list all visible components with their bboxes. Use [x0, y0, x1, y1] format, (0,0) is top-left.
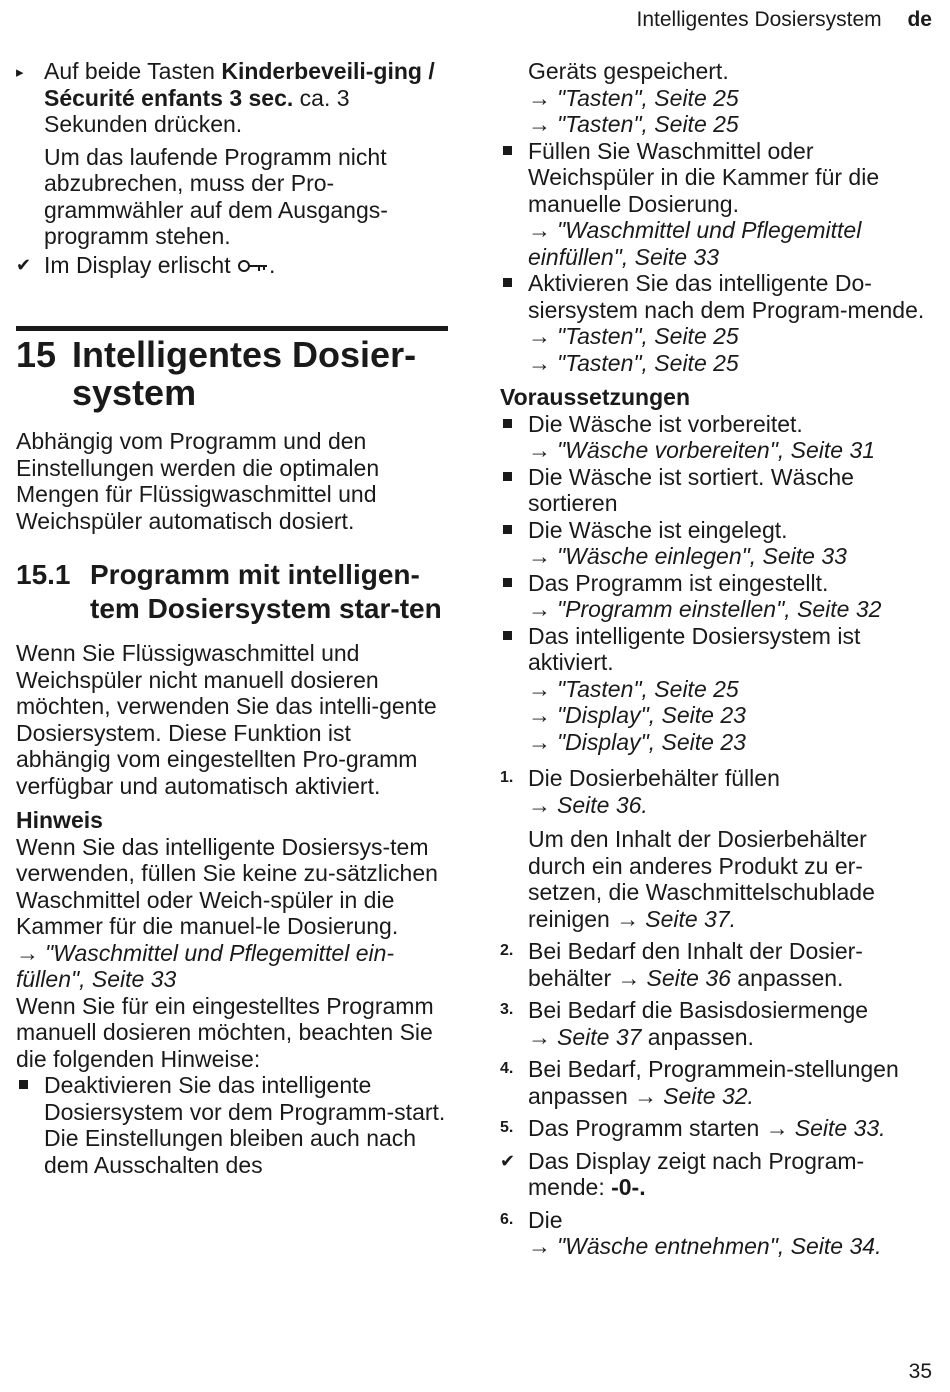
arrow-right-icon: →	[528, 111, 551, 137]
requirement-text: Die Wäsche ist eingelegt.	[528, 516, 788, 543]
result-text: Im Display erlischt	[44, 251, 231, 278]
hint-reference-link[interactable]	[16, 940, 448, 993]
step-note: Um das laufende Programm nicht abzubrechen, muss der Pro-grammwähler auf dem Ausgangs-programm stehen.	[44, 143, 388, 249]
arrow-right-icon: →	[528, 543, 551, 569]
check-icon: ✔	[16, 254, 32, 275]
square-bullet-icon	[503, 578, 512, 587]
reference-text: "Waschmittel und Pflegemittel einfüllen", Seite 33	[528, 217, 862, 270]
reference-text: "Tasten", Seite 25	[557, 111, 739, 137]
step-number: 2.	[500, 942, 514, 959]
header-section-title: Intelligentes Dosiersystem	[636, 8, 882, 31]
step-number: 6.	[500, 1210, 514, 1228]
reference-text: Seite 36	[646, 964, 731, 991]
hint-title: Hinweis	[16, 807, 103, 833]
step-note	[528, 826, 930, 932]
step-5	[500, 1115, 930, 1142]
step-number: 1.	[500, 769, 514, 786]
step-child-lock	[16, 58, 448, 138]
check-icon: ✔	[500, 1150, 516, 1171]
square-bullet-icon	[503, 419, 512, 428]
page-number: 35	[908, 1360, 932, 1383]
reference-link[interactable]	[528, 702, 930, 729]
reference-link[interactable]	[528, 437, 930, 464]
arrow-right-icon: →	[634, 1082, 658, 1109]
section-title: Intelligentes Dosier-system	[72, 334, 417, 413]
requirement-text: Die Wäsche ist sortiert. Wäsche sortieren	[528, 463, 854, 516]
header-lang: de	[907, 8, 932, 31]
right-column	[500, 58, 930, 1260]
body-paragraph: Wenn Sie Flüssigwaschmittel und Weichspüler nicht manuell dosieren möchten, verwenden Sie das intelli-gente Dosiersystem. Diese Funktion ist abhängig vom eingestellten Pro-gramm verfügbar und automatisch aktiviert.	[16, 640, 437, 799]
reference-text: "Wäsche entnehmen", Seite 34.	[557, 1233, 882, 1259]
arrow-right-icon: →	[528, 437, 551, 463]
step-3	[500, 997, 930, 1050]
step-text: Bei Bedarf, Programmein-stellungen anpassen	[528, 1056, 899, 1109]
requirement-item	[500, 464, 930, 517]
reference-link[interactable]	[528, 543, 930, 570]
subsection-heading	[16, 558, 448, 626]
arrow-right-icon: →	[617, 964, 641, 991]
triangle-bullet-icon: ▸	[16, 64, 24, 81]
requirements-list	[500, 411, 930, 756]
reference-link[interactable]	[528, 729, 930, 756]
step-2	[500, 938, 930, 991]
step-note-text: Um den Inhalt der Dosierbehälter durch ein anderes Produkt zu er-setzen, die Waschmittelschublade reinigen	[528, 826, 875, 932]
manual-dosing-text: Wenn Sie für ein eingestelltes Programm manuell dosieren möchten, beachten Sie die folgenden Hinweise:	[16, 992, 434, 1072]
arrow-right-icon: →	[528, 84, 551, 111]
reference-text: Seite 37.	[645, 905, 737, 932]
arrow-right-icon: →	[528, 675, 551, 702]
requirement-item	[500, 623, 930, 756]
step-text-end: ca. 3 Sekunden drücken.	[44, 84, 350, 137]
hint-text: Wenn Sie das intelligente Dosiersys-tem verwenden, füllen Sie keine zu-sätzlichen Waschmittel oder Weich-spüler in die Kammer für die manuel-le Dosierung.	[16, 833, 438, 939]
reference-text: Seite 37	[557, 1023, 642, 1050]
step-result	[500, 1148, 930, 1201]
reference-link[interactable]	[528, 323, 930, 350]
step-text: Die	[528, 1206, 563, 1233]
step-number: 4.	[500, 1060, 514, 1077]
running-header	[637, 8, 932, 32]
arrow-right-icon: →	[616, 905, 640, 932]
key-icon	[237, 259, 269, 273]
reference-link[interactable]	[528, 350, 930, 377]
arrow-right-icon: →	[528, 1233, 551, 1259]
list-item	[16, 1072, 448, 1178]
reference-link[interactable]	[528, 792, 930, 819]
reference-text: Seite 36.	[557, 791, 648, 818]
reference-link[interactable]	[616, 906, 736, 932]
subsection-number: 15.1	[16, 559, 71, 590]
list-item-text: Füllen Sie Waschmittel oder Weichspüler in die Kammer für die manuelle Dosierung.	[528, 137, 880, 217]
arrow-right-icon: →	[528, 702, 551, 728]
step-text: Die Dosierbehälter füllen	[528, 765, 780, 791]
requirement-item	[500, 570, 930, 623]
reference-text: "Tasten", Seite 25	[557, 349, 739, 376]
reference-link[interactable]	[528, 85, 930, 112]
reference-link[interactable]	[528, 1233, 930, 1260]
reference-text: "Display", Seite 23	[557, 728, 746, 755]
requirement-item	[500, 517, 930, 570]
reference-link[interactable]	[634, 1083, 754, 1109]
step-text: Auf beide Tasten	[44, 58, 222, 84]
arrow-right-icon: →	[528, 349, 551, 376]
left-column	[16, 58, 448, 278]
step-text: Das Programm starten	[528, 1115, 760, 1141]
reference-text: "Wäsche einlegen", Seite 33	[557, 543, 847, 569]
arrow-right-icon: →	[528, 1023, 551, 1050]
list-item-text: Deaktivieren Sie das intelligente Dosiersystem vor dem Programm-start. Die Einstellungen bleiben auch nach dem Ausschalten des	[44, 1072, 446, 1178]
arrow-right-icon: →	[765, 1115, 789, 1141]
requirement-text: Das Programm ist eingestellt.	[528, 569, 829, 596]
list-item	[500, 270, 930, 376]
h1-rule	[16, 326, 448, 331]
reference-text: "Programm einstellen", Seite 32	[557, 596, 882, 622]
reference-text: "Tasten", Seite 25	[557, 675, 739, 702]
reference-link[interactable]	[528, 676, 930, 703]
reference-text: "Waschmittel und Pflegemittel ein-füllen", Seite 33	[16, 939, 395, 992]
arrow-right-icon: →	[16, 939, 39, 966]
intro-paragraph: Abhängig vom Programm und den Einstellungen werden die optimalen Mengen für Flüssigwaschmittel und Weichspüler automatisch dosiert.	[16, 428, 380, 534]
step-bold-text: Kinderbeveili-ging / Sécurité enfants 3 sec.	[44, 58, 435, 111]
continued-text	[500, 58, 930, 138]
section-number: 15	[16, 334, 57, 375]
left-body	[16, 428, 448, 1178]
arrow-right-icon: →	[528, 323, 551, 349]
reference-text: "Tasten", Seite 25	[557, 323, 739, 349]
step-4	[500, 1056, 930, 1109]
reference-link[interactable]	[618, 965, 731, 991]
step-number: 3.	[500, 1001, 514, 1018]
step-number: 5.	[500, 1119, 514, 1136]
list-item-text: Aktivieren Sie das intelligente Do-siersystem nach dem Program-mende.	[528, 270, 925, 323]
square-bullet-icon	[503, 278, 512, 287]
result-value: -0-.	[611, 1174, 646, 1200]
requirement-text: Das intelligente Dosiersystem ist aktiviert.	[528, 622, 861, 675]
step-text: Bei Bedarf die Basisdosiermenge	[528, 997, 869, 1023]
requirement-item	[500, 411, 930, 464]
result-text: Das Display zeigt nach Program-mende:	[528, 1147, 865, 1200]
step-text-end: anpassen.	[641, 1023, 754, 1050]
reference-text: Seite 33.	[794, 1115, 886, 1141]
step-text: Bei Bedarf den Inhalt der Dosier-behälter	[528, 938, 863, 991]
reference-link[interactable]	[528, 111, 930, 138]
requirements-title: Voraussetzungen	[500, 384, 690, 410]
arrow-right-icon: →	[528, 217, 551, 243]
reference-text: "Display", Seite 23	[557, 702, 746, 728]
square-bullet-icon	[503, 146, 512, 155]
section-heading	[16, 336, 448, 412]
square-bullet-icon	[503, 631, 512, 640]
reference-text: Seite 32.	[663, 1082, 754, 1109]
square-bullet-icon	[503, 525, 512, 534]
arrow-right-icon: →	[528, 728, 551, 755]
result-line: ✔ Im Display erlischt .	[16, 251, 276, 278]
list-item	[500, 138, 930, 271]
reference-link[interactable]	[528, 1024, 641, 1050]
continued-line: Geräts gespeichert.	[528, 58, 729, 84]
arrow-right-icon: →	[528, 596, 551, 622]
step-text-end: anpassen.	[730, 964, 844, 991]
step-6	[500, 1207, 930, 1260]
square-bullet-icon	[19, 1080, 28, 1089]
reference-text: "Wäsche vorbereiten", Seite 31	[557, 437, 876, 463]
arrow-right-icon: →	[528, 791, 551, 818]
requirement-text: Die Wäsche ist vorbereitet.	[528, 410, 803, 437]
reference-link[interactable]	[766, 1115, 886, 1141]
reference-link[interactable]	[528, 596, 930, 623]
square-bullet-icon	[503, 472, 512, 481]
subsection-title: Programm mit intelligen-tem Dosiersystem star-ten	[90, 559, 442, 624]
reference-text: "Tasten", Seite 25	[557, 84, 739, 111]
reference-link[interactable]	[528, 217, 930, 270]
step-1	[500, 765, 930, 932]
